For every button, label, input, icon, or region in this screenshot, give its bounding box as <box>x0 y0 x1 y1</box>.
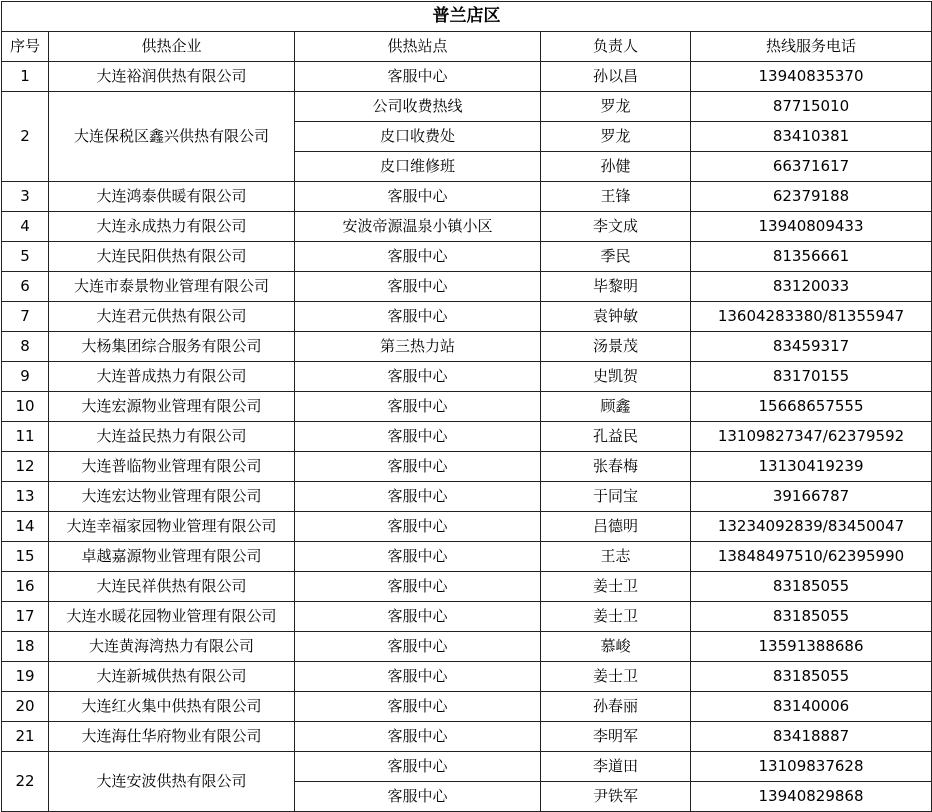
table-row <box>2 92 932 122</box>
cell-company[interactable]: 大连鸿泰供暖有限公司 <box>49 182 295 212</box>
cell-phone[interactable]: 83185055 <box>691 572 932 602</box>
cell-station[interactable]: 客服中心 <box>295 272 541 302</box>
cell-phone[interactable]: 13604283380/81355947 <box>691 302 932 332</box>
cell-station[interactable]: 客服中心 <box>295 482 541 512</box>
table-row <box>2 212 932 242</box>
cell-no[interactable]: 17 <box>2 602 49 632</box>
cell-company[interactable]: 大连黄海湾热力有限公司 <box>49 632 295 662</box>
cell-station[interactable]: 客服中心 <box>295 602 541 632</box>
cell-phone[interactable]: 83185055 <box>691 602 932 632</box>
table-row <box>2 482 932 512</box>
table-row <box>2 392 932 422</box>
table-row <box>2 692 932 722</box>
cell-no[interactable]: 20 <box>2 692 49 722</box>
cell-person[interactable]: 王锋 <box>541 182 691 212</box>
cell-person[interactable]: 孙春丽 <box>541 692 691 722</box>
cell-phone[interactable]: 13940829868 <box>691 782 932 812</box>
cell-phone[interactable]: 83140006 <box>691 692 932 722</box>
cell-company[interactable]: 大连裕润供热有限公司 <box>49 62 295 92</box>
spreadsheet <box>1 1 931 811</box>
cell-phone[interactable]: 39166787 <box>691 482 932 512</box>
cell-person[interactable]: 尹铁军 <box>541 782 691 812</box>
cell-person[interactable]: 季民 <box>541 242 691 272</box>
cell-no[interactable]: 9 <box>2 362 49 392</box>
cell-company[interactable]: 大连水暖花园物业管理有限公司 <box>49 602 295 632</box>
cell-person[interactable]: 汤景茂 <box>541 332 691 362</box>
cell-company[interactable]: 大连市泰景物业管理有限公司 <box>49 272 295 302</box>
cell-phone[interactable]: 13940809433 <box>691 212 932 242</box>
cell-person[interactable]: 慕峻 <box>541 632 691 662</box>
cell-no[interactable]: 1 <box>2 62 49 92</box>
cell-phone[interactable]: 83185055 <box>691 662 932 692</box>
table-row <box>2 572 932 602</box>
cell-phone[interactable]: 15668657555 <box>691 392 932 422</box>
table-row <box>2 662 932 692</box>
cell-person[interactable]: 李明军 <box>541 722 691 752</box>
cell-person[interactable]: 吕德明 <box>541 512 691 542</box>
cell-no[interactable]: 21 <box>2 722 49 752</box>
cell-no[interactable]: 8 <box>2 332 49 362</box>
cell-station[interactable]: 客服中心 <box>295 182 541 212</box>
table-row <box>2 542 932 572</box>
cell-phone[interactable]: 13591388686 <box>691 632 932 662</box>
cell-company[interactable]: 大连普临物业管理有限公司 <box>49 452 295 482</box>
cell-station[interactable]: 客服中心 <box>295 512 541 542</box>
cell-person[interactable]: 罗龙 <box>541 92 691 122</box>
cell-phone[interactable]: 66371617 <box>691 152 932 182</box>
cell-phone[interactable]: 83418887 <box>691 722 932 752</box>
cell-company[interactable]: 大连红火集中供热有限公司 <box>49 692 295 722</box>
cell-phone[interactable]: 13234092839/83450047 <box>691 512 932 542</box>
cell-station[interactable]: 客服中心 <box>295 782 541 812</box>
cell-station[interactable]: 第三热力站 <box>295 332 541 362</box>
cell-person[interactable]: 孙健 <box>541 152 691 182</box>
cell-person[interactable]: 史凯贺 <box>541 362 691 392</box>
cell-person[interactable]: 顾鑫 <box>541 392 691 422</box>
cell-station[interactable]: 客服中心 <box>295 692 541 722</box>
header-company[interactable]: 供热企业 <box>49 32 295 62</box>
cell-person[interactable]: 姜士卫 <box>541 572 691 602</box>
cell-person[interactable]: 孙以昌 <box>541 62 691 92</box>
table-row <box>2 752 932 782</box>
cell-company[interactable]: 大连民祥供热有限公司 <box>49 572 295 602</box>
cell-station[interactable]: 客服中心 <box>295 542 541 572</box>
cell-company[interactable]: 大连幸福家园物业管理有限公司 <box>49 512 295 542</box>
table-row <box>2 722 932 752</box>
cell-company[interactable]: 卓越嘉源物业管理有限公司 <box>49 542 295 572</box>
header-phone[interactable]: 热线服务电话 <box>691 32 932 62</box>
cell-station[interactable]: 客服中心 <box>295 662 541 692</box>
header-row <box>2 32 932 62</box>
table-row <box>2 242 932 272</box>
cell-no[interactable]: 2 <box>2 92 49 182</box>
cell-no[interactable]: 13 <box>2 482 49 512</box>
cell-company[interactable]: 大连永成热力有限公司 <box>49 212 295 242</box>
cell-phone[interactable]: 83120033 <box>691 272 932 302</box>
table-row <box>2 362 932 392</box>
cell-person[interactable]: 李文成 <box>541 212 691 242</box>
cell-station[interactable]: 客服中心 <box>295 422 541 452</box>
cell-phone[interactable]: 83170155 <box>691 362 932 392</box>
cell-station[interactable]: 客服中心 <box>295 632 541 662</box>
cell-station[interactable]: 客服中心 <box>295 62 541 92</box>
cell-phone[interactable]: 81356661 <box>691 242 932 272</box>
table-row <box>2 632 932 662</box>
cell-station[interactable]: 公司收费热线 <box>295 92 541 122</box>
cell-no[interactable]: 6 <box>2 272 49 302</box>
title-row <box>2 2 932 32</box>
cell-station[interactable]: 客服中心 <box>295 302 541 332</box>
cell-station[interactable]: 客服中心 <box>295 242 541 272</box>
cell-phone[interactable]: 13848497510/62395990 <box>691 542 932 572</box>
cell-phone[interactable]: 13109827347/62379592 <box>691 422 932 452</box>
cell-station[interactable]: 客服中心 <box>295 452 541 482</box>
cell-no[interactable]: 19 <box>2 662 49 692</box>
cell-station[interactable]: 客服中心 <box>295 752 541 782</box>
cell-no[interactable]: 7 <box>2 302 49 332</box>
table-row <box>2 332 932 362</box>
cell-station[interactable]: 皮口收费处 <box>295 122 541 152</box>
cell-person[interactable]: 于同宝 <box>541 482 691 512</box>
cell-person[interactable]: 罗龙 <box>541 122 691 152</box>
cell-person[interactable]: 毕黎明 <box>541 272 691 302</box>
table-row <box>2 182 932 212</box>
cell-person[interactable]: 孔益民 <box>541 422 691 452</box>
cell-person[interactable]: 姜士卫 <box>541 662 691 692</box>
cell-company[interactable]: 大连安波供热有限公司 <box>49 752 295 812</box>
cell-company[interactable]: 大连普成热力有限公司 <box>49 362 295 392</box>
cell-phone[interactable]: 83410381 <box>691 122 932 152</box>
table-row <box>2 422 932 452</box>
cell-person[interactable]: 李道田 <box>541 752 691 782</box>
cell-phone[interactable]: 87715010 <box>691 92 932 122</box>
table-row <box>2 452 932 482</box>
cell-no[interactable]: 16 <box>2 572 49 602</box>
cell-no[interactable]: 12 <box>2 452 49 482</box>
cell-person[interactable]: 张春梅 <box>541 452 691 482</box>
cell-phone[interactable]: 13940835370 <box>691 62 932 92</box>
cell-no[interactable]: 15 <box>2 542 49 572</box>
header-station[interactable]: 供热站点 <box>295 32 541 62</box>
table-row <box>2 62 932 92</box>
cell-phone[interactable]: 13109837628 <box>691 752 932 782</box>
cell-no[interactable]: 14 <box>2 512 49 542</box>
table-row <box>2 512 932 542</box>
table-row <box>2 602 932 632</box>
cell-phone[interactable]: 83459317 <box>691 332 932 362</box>
cell-no[interactable]: 5 <box>2 242 49 272</box>
table-row <box>2 272 932 302</box>
cell-person[interactable]: 袁钟敏 <box>541 302 691 332</box>
cell-company[interactable]: 大连民阳供热有限公司 <box>49 242 295 272</box>
cell-phone[interactable]: 62379188 <box>691 182 932 212</box>
heating-hotline-table <box>1 1 932 812</box>
cell-no[interactable]: 11 <box>2 422 49 452</box>
cell-station[interactable]: 客服中心 <box>295 572 541 602</box>
cell-company[interactable]: 大连宏源物业管理有限公司 <box>49 392 295 422</box>
header-no[interactable]: 序号 <box>2 32 49 62</box>
cell-station[interactable]: 客服中心 <box>295 362 541 392</box>
cell-phone[interactable]: 13130419239 <box>691 452 932 482</box>
cell-station[interactable]: 客服中心 <box>295 722 541 752</box>
cell-company[interactable]: 大连宏达物业管理有限公司 <box>49 482 295 512</box>
cell-station[interactable]: 安波帝源温泉小镇小区 <box>295 212 541 242</box>
cell-no[interactable]: 10 <box>2 392 49 422</box>
table-row <box>2 302 932 332</box>
cell-company[interactable]: 大连新城供热有限公司 <box>49 662 295 692</box>
cell-person[interactable]: 王志 <box>541 542 691 572</box>
cell-company[interactable]: 大连君元供热有限公司 <box>49 302 295 332</box>
cell-no[interactable]: 22 <box>2 752 49 812</box>
cell-company[interactable]: 大连海仕华府物业有限公司 <box>49 722 295 752</box>
cell-station[interactable]: 皮口维修班 <box>295 152 541 182</box>
cell-company[interactable]: 大连保税区鑫兴供热有限公司 <box>49 92 295 182</box>
cell-company[interactable]: 大杨集团综合服务有限公司 <box>49 332 295 362</box>
cell-no[interactable]: 18 <box>2 632 49 662</box>
cell-no[interactable]: 4 <box>2 212 49 242</box>
cell-no[interactable]: 3 <box>2 182 49 212</box>
cell-person[interactable]: 姜士卫 <box>541 602 691 632</box>
header-person[interactable]: 负责人 <box>541 32 691 62</box>
table-title[interactable]: 普兰店区 <box>2 2 932 32</box>
cell-company[interactable]: 大连益民热力有限公司 <box>49 422 295 452</box>
cell-station[interactable]: 客服中心 <box>295 392 541 422</box>
